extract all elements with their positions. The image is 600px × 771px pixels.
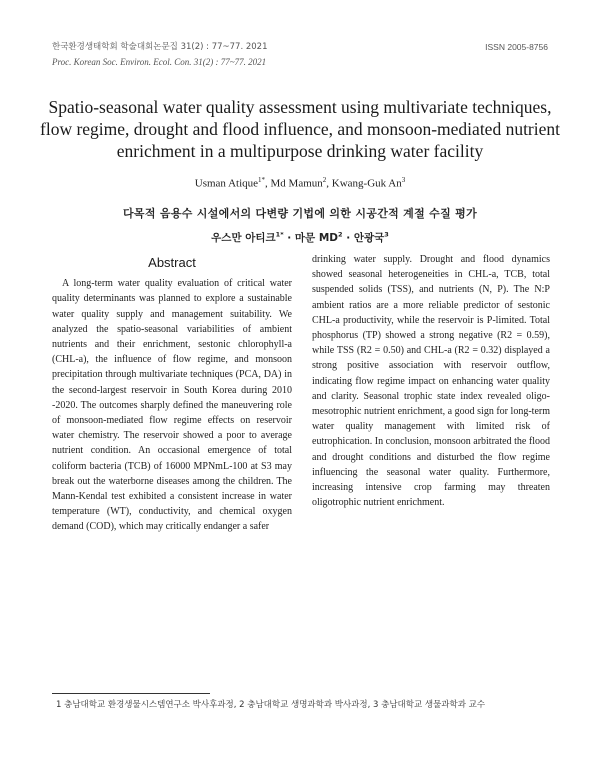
author-name: Kwang-Guk An [331,177,402,190]
korean-author-mark: 2 [338,230,343,239]
author-name: Usman Atique [194,177,259,190]
page-header [52,40,548,70]
author-list [0,176,600,190]
author-name: Md Mamun [270,177,323,190]
korean-author-mark: 1* [275,230,284,239]
author-separator: , [326,177,332,190]
abstract-paragraph-right: drinking water supply. Drought and flood dynamics showed seasonal heterogeneities in CHL-a, TCB, total suspended solids (TSS), and nutrients (N, P). The N:P ambient ratios are a more reliable predictor of sestonic CHL-a productivity, while the reservoir is P-limited. Total phosphorus (TP) showed a strong negative (R2 = 0.59), while TSS (R2 = 0.50) and CHL-a (R2 = 0.32) displayed a strong positive association with reservoir outflow, indicating flow regime impact on enhancing water quality and clarity. Seasonal trophic state index revealed oligo-mesotrophic nutrient enrichment, a good sign for long-term water quality management with limited risk of eutrophication. In conclusion, monsoon arbitrated the flood and drought conditions and disturbed the flow regime influencing the seasonal water quality. Furthermore, increasing intensive crop farming may threaten oligotrophic nutrient enrichment. [312,254,550,509]
author-mark: 1* [258,176,266,184]
korean-author-separator: · [283,232,295,244]
korean-author-mark: 3 [384,230,389,239]
korean-title: 다목적 음용수 시설에서의 다변량 기법에 의한 시공간적 계절 수질 평가 [122,207,478,220]
footnote: 1 충남대학교 환경생물시스템연구소 박사후과정, 2 충남대학교 생명과학과 박사과정, 3 충남대학교 생물과학과 교수 [56,700,486,710]
paper-title: Spatio-seasonal water quality assessment using multivariate techniques, flow regime, drought and flood influence, and monsoon-mediated nutrient enrichment in a multipurpose drinking water facility [40,97,561,161]
korean-author-name: 마문 MD [294,232,339,244]
footnote-divider [52,693,210,694]
journal-english: Proc. Korean Soc. Environ. Ecol. Con. 31(2) : 77~77. 2021 [52,57,267,67]
issn: ISSN 2005-8756 [485,42,548,52]
korean-author-name: 우스만 아티크 [211,232,276,244]
abstract-heading: Abstract [148,255,196,270]
author-separator: , [265,177,271,190]
korean-author-name: 안광국 [353,232,385,244]
abstract-right-column [312,252,550,510]
author-mark: 2 [322,176,327,184]
korean-author-separator: · [342,232,354,244]
korean-author-list [0,230,600,245]
journal-korean: 한국환경생태학회 학술대회논문집 31(2) : 77~77. 2021 [52,42,268,52]
abstract-left-column [52,252,292,535]
abstract-paragraph-left: A long-term water quality evaluation of critical water quality determinants was planned to explore a sustainable water quality supply and management suitability. We analyzed the spatio-seasonal variabilities of ambient nutrients and their enrichment, sestonic chlorophyll-a (CHL-a), the influence of flow regime, and monsoon precipitation through multivariate techniques (PCA, DA) in the second-largest reservoir in South Korea during 2010 -2020. The outcomes sharply defined the maneuvering role of monsoon-mediated flow regime effects on reservoir water chemistry. The reservoir showed a poor to average nutrient condition. An occasional emergence of total coliform bacteria (TCB) of 16000 MPNmL-100 at S3 may break out the waterborne diseases among the children. The Mann-Kendal test exhibited a consistent increase in water temperature (WT), conductivity, and chemical oxygen demand (COD), which may critically endanger a safer [52,278,292,533]
author-mark: 3 [401,176,406,184]
